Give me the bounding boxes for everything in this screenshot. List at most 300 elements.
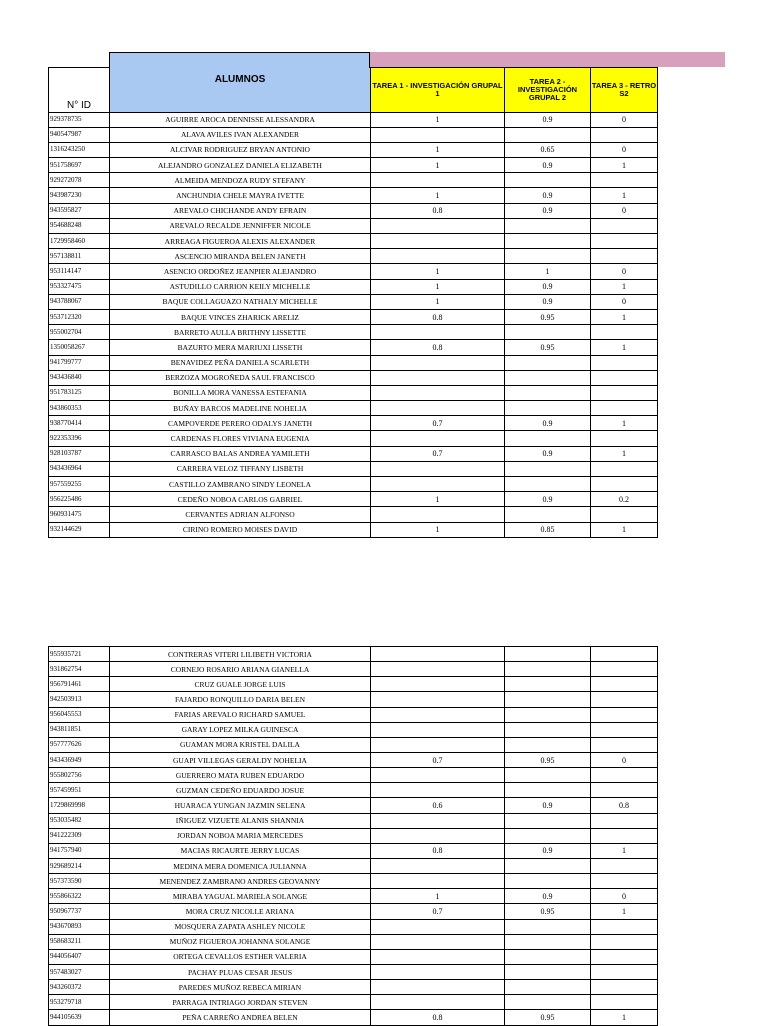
tarea3-grade-cell[interactable]	[591, 828, 658, 843]
student-id-cell[interactable]: 943436964	[49, 461, 110, 476]
tarea1-grade-cell[interactable]	[371, 737, 505, 752]
student-name-cell[interactable]: FAJARDO RONQUILLO DARIA BELEN	[110, 692, 371, 707]
table-row	[49, 492, 658, 507]
tarea2-grade-cell[interactable]: 0.9	[505, 843, 591, 858]
tarea1-grade-cell[interactable]: 1	[371, 188, 505, 203]
tarea2-grade-cell[interactable]	[505, 173, 591, 188]
student-name-cell[interactable]: ASTUDILLO CARRION KEILY MICHELLE	[110, 279, 371, 294]
student-name-cell[interactable]: BENAVIDEZ PEÑA DANIELA SCARLETH	[110, 355, 371, 370]
tarea1-grade-cell[interactable]	[371, 647, 505, 662]
table-row	[49, 874, 658, 889]
student-name-cell[interactable]: GUZMAN CEDEÑO EDUARDO JOSUE	[110, 783, 371, 798]
student-name-cell[interactable]: CRUZ GUALE JORGE LUIS	[110, 677, 371, 692]
tarea3-grade-cell[interactable]	[591, 707, 658, 722]
student-name-cell[interactable]: BERZOZA MOGROÑEDA SAUL FRANCISCO	[110, 370, 371, 385]
tarea2-grade-cell[interactable]: 0.9	[505, 416, 591, 431]
tarea3-grade-cell[interactable]	[591, 401, 658, 416]
student-id-cell[interactable]: 931862754	[49, 662, 110, 677]
tarea2-grade-cell[interactable]	[505, 783, 591, 798]
student-name-cell[interactable]: AREVALO RECALDE JENNIFFER NICOLE	[110, 218, 371, 233]
tarea2-grade-cell[interactable]	[505, 858, 591, 873]
tarea3-grade-cell[interactable]	[591, 461, 658, 476]
tarea2-grade-cell[interactable]: 1	[505, 264, 591, 279]
student-name-cell[interactable]: ALEJANDRO GONZALEZ DANIELA ELIZABETH	[110, 158, 371, 173]
tarea3-grade-cell[interactable]	[591, 173, 658, 188]
tarea3-grade-cell[interactable]: 1	[591, 188, 658, 203]
tarea1-grade-cell[interactable]: 1	[371, 492, 505, 507]
tarea2-grade-cell[interactable]	[505, 980, 591, 995]
student-id-cell[interactable]: 943595827	[49, 203, 110, 218]
tarea2-grade-cell[interactable]: 0.65	[505, 142, 591, 157]
pink-header-band	[369, 52, 725, 67]
student-id-cell[interactable]: 953114147	[49, 264, 110, 279]
student-id-cell[interactable]: 950967737	[49, 904, 110, 919]
tarea3-grade-cell[interactable]: 1	[591, 416, 658, 431]
student-name-cell[interactable]: ALMEIDA MENDOZA RUDY STEFANY	[110, 173, 371, 188]
student-name-cell[interactable]: CONTRERAS VITERI LILIBETH VICTORIA	[110, 647, 371, 662]
table-row	[49, 203, 658, 218]
table-row	[49, 692, 658, 707]
tarea2-grade-cell[interactable]: 0.9	[505, 188, 591, 203]
student-id-cell[interactable]: 943987230	[49, 188, 110, 203]
table-row	[49, 980, 658, 995]
tarea2-grade-cell[interactable]	[505, 127, 591, 142]
student-name-cell[interactable]: BUÑAY BARCOS MADELINE NOHELIA	[110, 401, 371, 416]
tarea3-grade-cell[interactable]: 1	[591, 158, 658, 173]
tarea3-grade-cell[interactable]	[591, 949, 658, 964]
student-id-cell[interactable]: 957483027	[49, 964, 110, 979]
tarea2-grade-cell[interactable]: 0.9	[505, 158, 591, 173]
tarea2-grade-cell[interactable]	[505, 995, 591, 1010]
tarea1-grade-cell[interactable]	[371, 783, 505, 798]
tarea2-grade-cell[interactable]	[505, 477, 591, 492]
table-row	[49, 1010, 658, 1025]
student-id-cell[interactable]: 953327475	[49, 279, 110, 294]
student-id-cell[interactable]: 951783125	[49, 385, 110, 400]
tarea3-grade-cell[interactable]	[591, 249, 658, 264]
table-row	[49, 522, 658, 537]
table-row	[49, 889, 658, 904]
tarea3-grade-cell[interactable]: 0	[591, 142, 658, 157]
tarea1-grade-cell[interactable]	[371, 234, 505, 249]
student-id-cell[interactable]: 956045553	[49, 707, 110, 722]
tarea1-grade-cell[interactable]	[371, 477, 505, 492]
student-name-cell[interactable]: MORA CRUZ NICOLLE ARIANA	[110, 904, 371, 919]
student-name-cell[interactable]: ALAVA AVILES IVAN ALEXANDER	[110, 127, 371, 142]
tarea3-grade-cell[interactable]	[591, 858, 658, 873]
tarea3-grade-cell[interactable]	[591, 325, 658, 340]
tarea3-grade-cell[interactable]	[591, 964, 658, 979]
student-id-cell[interactable]: 944056407	[49, 949, 110, 964]
tarea2-grade-cell[interactable]	[505, 431, 591, 446]
tarea2-grade-cell[interactable]: 0.95	[505, 1010, 591, 1025]
student-name-cell[interactable]: MENENDEZ ZAMBRANO ANDRES GEOVANNY	[110, 874, 371, 889]
tarea2-grade-cell[interactable]: 0.9	[505, 203, 591, 218]
tarea1-grade-cell[interactable]	[371, 127, 505, 142]
student-name-cell[interactable]: MACIAS RICAURTE JERRY LUCAS	[110, 843, 371, 858]
student-name-cell[interactable]: BAQUE VINCES ZHARICK ARELIZ	[110, 309, 371, 324]
tarea2-grade-cell[interactable]	[505, 828, 591, 843]
student-id-cell[interactable]: 1350058267	[49, 340, 110, 355]
table-row	[49, 127, 658, 142]
student-id-cell[interactable]: 956225486	[49, 492, 110, 507]
tarea1-grade-cell[interactable]: 0.8	[371, 843, 505, 858]
tarea2-grade-cell[interactable]	[505, 370, 591, 385]
tarea2-grade-cell[interactable]	[505, 768, 591, 783]
tarea1-grade-cell[interactable]: 1	[371, 142, 505, 157]
student-name-cell[interactable]: ARREAGA FIGUEROA ALEXIS ALEXANDER	[110, 234, 371, 249]
table-row	[49, 431, 658, 446]
table-row	[49, 249, 658, 264]
tarea3-grade-cell[interactable]: 1	[591, 843, 658, 858]
student-name-cell[interactable]: CASTILLO ZAMBRANO SINDY LEONELA	[110, 477, 371, 492]
table-row	[49, 828, 658, 843]
tarea1-grade-cell[interactable]: 0.6	[371, 798, 505, 813]
student-name-cell[interactable]: GARAY LOPEZ MILKA GUINESCA	[110, 722, 371, 737]
tarea3-grade-cell[interactable]	[591, 980, 658, 995]
tarea1-grade-cell[interactable]	[371, 980, 505, 995]
tarea3-grade-cell[interactable]: 0	[591, 112, 658, 127]
table-row	[49, 385, 658, 400]
tarea1-grade-cell[interactable]: 0.8	[371, 309, 505, 324]
tarea2-grade-cell[interactable]	[505, 919, 591, 934]
student-name-cell[interactable]: PACHAY PLUAS CESAR JESUS	[110, 964, 371, 979]
tarea3-grade-cell[interactable]	[591, 355, 658, 370]
tarea2-grade-cell[interactable]	[505, 461, 591, 476]
student-name-cell[interactable]: AREVALO CHICHANDE ANDY EFRAIN	[110, 203, 371, 218]
student-name-cell[interactable]: ASCENCIO MIRANDA BELEN JANETH	[110, 249, 371, 264]
tarea1-grade-cell[interactable]: 0.7	[371, 904, 505, 919]
tarea1-grade-cell[interactable]: 0.8	[371, 340, 505, 355]
tarea2-grade-cell[interactable]: 0.9	[505, 112, 591, 127]
tarea3-grade-cell[interactable]: 1	[591, 1010, 658, 1025]
student-name-cell[interactable]: AGUIRRE AROCA DENNISSE ALESSANDRA	[110, 112, 371, 127]
tarea2-grade-cell[interactable]	[505, 662, 591, 677]
student-name-cell[interactable]: CARRASCO BALAS ANDREA YAMILETH	[110, 446, 371, 461]
tarea3-grade-cell[interactable]: 1	[591, 340, 658, 355]
tarea2-grade-cell[interactable]	[505, 507, 591, 522]
student-id-cell[interactable]: 955866322	[49, 889, 110, 904]
tarea2-grade-cell[interactable]: 0.9	[505, 294, 591, 309]
tarea3-grade-cell[interactable]	[591, 370, 658, 385]
tarea3-grade-cell[interactable]	[591, 431, 658, 446]
student-name-cell[interactable]: ORTEGA CEVALLOS ESTHER VALERIA	[110, 949, 371, 964]
student-name-cell[interactable]: MUÑOZ FIGUEROA JOHANNA SOLANGE	[110, 934, 371, 949]
tarea3-grade-cell[interactable]: 0.2	[591, 492, 658, 507]
tarea1-grade-cell[interactable]	[371, 934, 505, 949]
table-row	[49, 355, 658, 370]
tarea3-grade-cell[interactable]	[591, 919, 658, 934]
tarea1-grade-cell[interactable]: 0.7	[371, 446, 505, 461]
student-id-cell[interactable]: 943860353	[49, 401, 110, 416]
student-id-cell[interactable]: 943811851	[49, 722, 110, 737]
tarea1-grade-cell[interactable]: 1	[371, 294, 505, 309]
tarea2-grade-cell[interactable]	[505, 692, 591, 707]
tarea3-grade-cell[interactable]	[591, 783, 658, 798]
tarea3-grade-cell[interactable]	[591, 385, 658, 400]
student-name-cell[interactable]: BAZURTO MERA MARIUXI LISSETH	[110, 340, 371, 355]
table-row	[49, 188, 658, 203]
tarea2-grade-cell[interactable]: 0.9	[505, 889, 591, 904]
tarea2-grade-cell[interactable]: 0.9	[505, 279, 591, 294]
grades-table-top	[48, 67, 658, 538]
tarea1-grade-cell[interactable]	[371, 677, 505, 692]
student-id-cell[interactable]: 944105639	[49, 1010, 110, 1025]
tarea1-grade-cell[interactable]	[371, 768, 505, 783]
tarea1-grade-cell[interactable]: 1	[371, 889, 505, 904]
tarea3-grade-cell[interactable]: 0	[591, 203, 658, 218]
student-id-cell[interactable]: 941757940	[49, 843, 110, 858]
student-name-cell[interactable]: CORNEJO ROSARIO ARIANA GIANELLA	[110, 662, 371, 677]
table-row	[49, 722, 658, 737]
table-row	[49, 218, 658, 233]
tarea1-grade-cell[interactable]	[371, 722, 505, 737]
tarea2-grade-cell[interactable]	[505, 964, 591, 979]
tarea1-grade-cell[interactable]	[371, 325, 505, 340]
tarea3-grade-cell[interactable]: 0.8	[591, 798, 658, 813]
tarea2-grade-cell[interactable]: 0.95	[505, 904, 591, 919]
tarea1-grade-cell[interactable]	[371, 813, 505, 828]
tarea2-grade-cell[interactable]	[505, 813, 591, 828]
table-row	[49, 370, 658, 385]
table-row	[49, 843, 658, 858]
student-name-cell[interactable]: ALCIVAR RODRIGUEZ BRYAN ANTONIO	[110, 142, 371, 157]
student-id-cell[interactable]: 943788067	[49, 294, 110, 309]
student-id-cell[interactable]: 929689214	[49, 858, 110, 873]
student-name-cell[interactable]: MOSQUERA ZAPATA ASHLEY NICOLE	[110, 919, 371, 934]
tarea2-grade-cell[interactable]	[505, 934, 591, 949]
student-id-cell[interactable]: 954688248	[49, 218, 110, 233]
student-name-cell[interactable]: BARRETO AULLA BRITHNY LISSETTE	[110, 325, 371, 340]
tarea1-grade-cell[interactable]	[371, 919, 505, 934]
student-name-cell[interactable]: FARIAS AREVALO RICHARD SAMUEL	[110, 707, 371, 722]
tarea3-grade-cell[interactable]: 1	[591, 309, 658, 324]
tarea2-grade-cell[interactable]	[505, 249, 591, 264]
tarea1-grade-cell[interactable]	[371, 218, 505, 233]
student-name-cell[interactable]: CARDENAS FLORES VIVIANA EUGENIA	[110, 431, 371, 446]
tarea2-grade-cell[interactable]	[505, 325, 591, 340]
student-name-cell[interactable]: MEDINA MERA DOMENICA JULIANNA	[110, 858, 371, 873]
tarea1-grade-cell[interactable]: 0.7	[371, 752, 505, 767]
tarea1-grade-cell[interactable]	[371, 370, 505, 385]
tarea1-column-header: TAREA 1 - INVESTIGACIÓN GRUPAL 1	[371, 68, 505, 113]
table-row	[49, 142, 658, 157]
tarea1-grade-cell[interactable]: 1	[371, 264, 505, 279]
tarea2-grade-cell[interactable]	[505, 949, 591, 964]
tarea1-grade-cell[interactable]: 1	[371, 279, 505, 294]
student-id-cell[interactable]: 1729958460	[49, 234, 110, 249]
student-id-cell[interactable]: 955802756	[49, 768, 110, 783]
tarea2-grade-cell[interactable]	[505, 677, 591, 692]
tarea1-grade-cell[interactable]	[371, 385, 505, 400]
student-id-cell[interactable]: 956791461	[49, 677, 110, 692]
student-id-cell[interactable]: 938770414	[49, 416, 110, 431]
tarea3-grade-cell[interactable]	[591, 662, 658, 677]
table-row	[49, 904, 658, 919]
student-id-cell[interactable]: 943436840	[49, 370, 110, 385]
tarea2-grade-cell[interactable]: 0.9	[505, 798, 591, 813]
tarea2-grade-cell[interactable]	[505, 647, 591, 662]
student-id-cell[interactable]: 951758697	[49, 158, 110, 173]
tarea1-grade-cell[interactable]	[371, 707, 505, 722]
table-row	[49, 768, 658, 783]
student-id-cell[interactable]: 929378735	[49, 112, 110, 127]
student-id-cell[interactable]: 943436949	[49, 752, 110, 767]
student-id-cell[interactable]: 957559255	[49, 477, 110, 492]
student-id-cell[interactable]: 1729869998	[49, 798, 110, 813]
tarea3-grade-cell[interactable]	[591, 647, 658, 662]
tarea2-grade-cell[interactable]	[505, 218, 591, 233]
tarea1-grade-cell[interactable]: 0.7	[371, 416, 505, 431]
table-row	[49, 325, 658, 340]
student-id-cell[interactable]: 955935721	[49, 647, 110, 662]
tarea3-grade-cell[interactable]	[591, 737, 658, 752]
tarea2-grade-cell[interactable]	[505, 234, 591, 249]
tarea2-grade-cell[interactable]	[505, 355, 591, 370]
tarea1-grade-cell[interactable]	[371, 949, 505, 964]
tarea1-grade-cell[interactable]	[371, 874, 505, 889]
tarea3-grade-cell[interactable]	[591, 127, 658, 142]
student-id-cell[interactable]: 941799777	[49, 355, 110, 370]
student-name-cell[interactable]: PARRAGA INTRIAGO JORDAN STEVEN	[110, 995, 371, 1010]
tarea1-grade-cell[interactable]	[371, 828, 505, 843]
tarea3-grade-cell[interactable]	[591, 874, 658, 889]
table-row	[49, 264, 658, 279]
tarea2-grade-cell[interactable]: 0.95	[505, 340, 591, 355]
tarea3-grade-cell[interactable]	[591, 677, 658, 692]
tarea1-grade-cell[interactable]: 1	[371, 112, 505, 127]
tarea3-grade-cell[interactable]: 1	[591, 522, 658, 537]
student-name-cell[interactable]: BAQUE COLLAGUAZO NATHALY MICHELLE	[110, 294, 371, 309]
tarea1-grade-cell[interactable]: 0.8	[371, 1010, 505, 1025]
student-id-cell[interactable]: 943260372	[49, 980, 110, 995]
student-id-cell[interactable]: 922353396	[49, 431, 110, 446]
tarea2-grade-cell[interactable]: 0.9	[505, 446, 591, 461]
tarea1-grade-cell[interactable]	[371, 355, 505, 370]
tarea1-grade-cell[interactable]	[371, 662, 505, 677]
tarea3-grade-cell[interactable]	[591, 722, 658, 737]
student-name-cell[interactable]: CARRERA VELOZ TIFFANY LISBETH	[110, 461, 371, 476]
tarea3-grade-cell[interactable]	[591, 813, 658, 828]
student-id-cell[interactable]: 940547987	[49, 127, 110, 142]
student-id-cell[interactable]: 957459951	[49, 783, 110, 798]
tarea1-grade-cell[interactable]	[371, 858, 505, 873]
tarea2-grade-cell[interactable]: 0.9	[505, 492, 591, 507]
tarea3-grade-cell[interactable]	[591, 692, 658, 707]
tarea2-grade-cell[interactable]: 0.95	[505, 309, 591, 324]
student-id-cell[interactable]: 957373590	[49, 874, 110, 889]
student-id-cell[interactable]: 1316243250	[49, 142, 110, 157]
student-name-cell[interactable]: PAREDES MUÑOZ REBECA MIRIAN	[110, 980, 371, 995]
tarea3-grade-cell[interactable]	[591, 934, 658, 949]
tarea3-grade-cell[interactable]: 1	[591, 904, 658, 919]
tarea1-grade-cell[interactable]	[371, 401, 505, 416]
student-name-cell[interactable]: GUAMAN MORA KRISTEL DALILA	[110, 737, 371, 752]
student-id-cell[interactable]: 941222309	[49, 828, 110, 843]
tarea3-grade-cell[interactable]: 1	[591, 446, 658, 461]
student-name-cell[interactable]: ASENCIO ORDOÑEZ JEANPIER ALEJANDRO	[110, 264, 371, 279]
tarea2-grade-cell[interactable]: 0.95	[505, 752, 591, 767]
student-id-cell[interactable]: 953035482	[49, 813, 110, 828]
student-name-cell[interactable]: CERVANTES ADRIAN ALFONSO	[110, 507, 371, 522]
tarea2-grade-cell[interactable]	[505, 874, 591, 889]
tarea3-grade-cell[interactable]: 0	[591, 264, 658, 279]
student-id-cell[interactable]: 953279718	[49, 995, 110, 1010]
student-id-cell[interactable]: 929272078	[49, 173, 110, 188]
tarea1-grade-cell[interactable]: 1	[371, 158, 505, 173]
tarea2-grade-cell[interactable]	[505, 707, 591, 722]
table-row	[49, 279, 658, 294]
student-name-cell[interactable]: HUARACA YUNGAN JAZMIN SELENA	[110, 798, 371, 813]
table-row	[49, 783, 658, 798]
student-name-cell[interactable]: PEÑA CARREÑO ANDREA BELEN	[110, 1010, 371, 1025]
tarea3-grade-cell[interactable]	[591, 477, 658, 492]
student-id-cell[interactable]: 943670893	[49, 919, 110, 934]
table-row	[49, 401, 658, 416]
student-id-cell[interactable]: 932144629	[49, 522, 110, 537]
tarea3-grade-cell[interactable]	[591, 768, 658, 783]
student-name-cell[interactable]: MIRABA YAGUAL MARIELA SOLANGE	[110, 889, 371, 904]
tarea2-column-header: TAREA 2 - INVESTIGACIÓN GRUPAL 2	[505, 68, 591, 113]
tarea1-grade-cell[interactable]	[371, 173, 505, 188]
student-name-cell[interactable]: CIRINO ROMERO MOISES DAVID	[110, 522, 371, 537]
tarea1-grade-cell[interactable]	[371, 461, 505, 476]
tarea1-grade-cell[interactable]	[371, 964, 505, 979]
student-id-cell[interactable]: 955002704	[49, 325, 110, 340]
tarea2-grade-cell[interactable]	[505, 737, 591, 752]
student-name-cell[interactable]: CEDEÑO NOBOA CARLOS GABRIEL	[110, 492, 371, 507]
tarea2-grade-cell[interactable]	[505, 401, 591, 416]
student-name-cell[interactable]: IÑIGUEZ VIZUETE ALANIS SHANNIA	[110, 813, 371, 828]
student-id-cell[interactable]: 957777626	[49, 737, 110, 752]
grades-table-bottom	[48, 646, 658, 1026]
tarea1-grade-cell[interactable]: 0.8	[371, 203, 505, 218]
student-name-cell[interactable]: CAMPOVERDE PERERO ODALYS JANETH	[110, 416, 371, 431]
student-name-cell[interactable]: BONILLA MORA VANESSA ESTEFANIA	[110, 385, 371, 400]
tarea1-grade-cell[interactable]	[371, 995, 505, 1010]
tarea3-grade-cell[interactable]	[591, 507, 658, 522]
tarea3-grade-cell[interactable]	[591, 218, 658, 233]
tarea2-grade-cell[interactable]	[505, 722, 591, 737]
student-id-cell[interactable]: 942503913	[49, 692, 110, 707]
student-id-cell[interactable]: 953712320	[49, 309, 110, 324]
student-id-cell[interactable]: 960931475	[49, 507, 110, 522]
tarea3-grade-cell[interactable]	[591, 234, 658, 249]
tarea3-grade-cell[interactable]: 0	[591, 889, 658, 904]
table-row	[49, 112, 658, 127]
tarea1-grade-cell[interactable]: 1	[371, 522, 505, 537]
tarea1-grade-cell[interactable]	[371, 431, 505, 446]
student-name-cell[interactable]: ANCHUNDIA CHELE MAYRA IVETTE	[110, 188, 371, 203]
student-name-cell[interactable]: GUERRERO MATA RUBEN EDUARDO	[110, 768, 371, 783]
student-name-cell[interactable]: GUAPI VILLEGAS GERALDY NOHELIA	[110, 752, 371, 767]
tarea1-grade-cell[interactable]	[371, 507, 505, 522]
tarea1-grade-cell[interactable]	[371, 249, 505, 264]
student-id-cell[interactable]: 928103787	[49, 446, 110, 461]
table-row	[49, 158, 658, 173]
tarea3-grade-cell[interactable]: 0	[591, 752, 658, 767]
tarea1-grade-cell[interactable]	[371, 692, 505, 707]
tarea3-grade-cell[interactable]	[591, 995, 658, 1010]
tarea2-grade-cell[interactable]: 0.85	[505, 522, 591, 537]
table-row	[49, 507, 658, 522]
student-id-cell[interactable]: 958683211	[49, 934, 110, 949]
student-name-cell[interactable]: JORDAN NOBOA MARIA MERCEDES	[110, 828, 371, 843]
tarea3-grade-cell[interactable]: 0	[591, 294, 658, 309]
student-id-cell[interactable]: 957138811	[49, 249, 110, 264]
tarea3-grade-cell[interactable]: 1	[591, 279, 658, 294]
tarea2-grade-cell[interactable]	[505, 385, 591, 400]
